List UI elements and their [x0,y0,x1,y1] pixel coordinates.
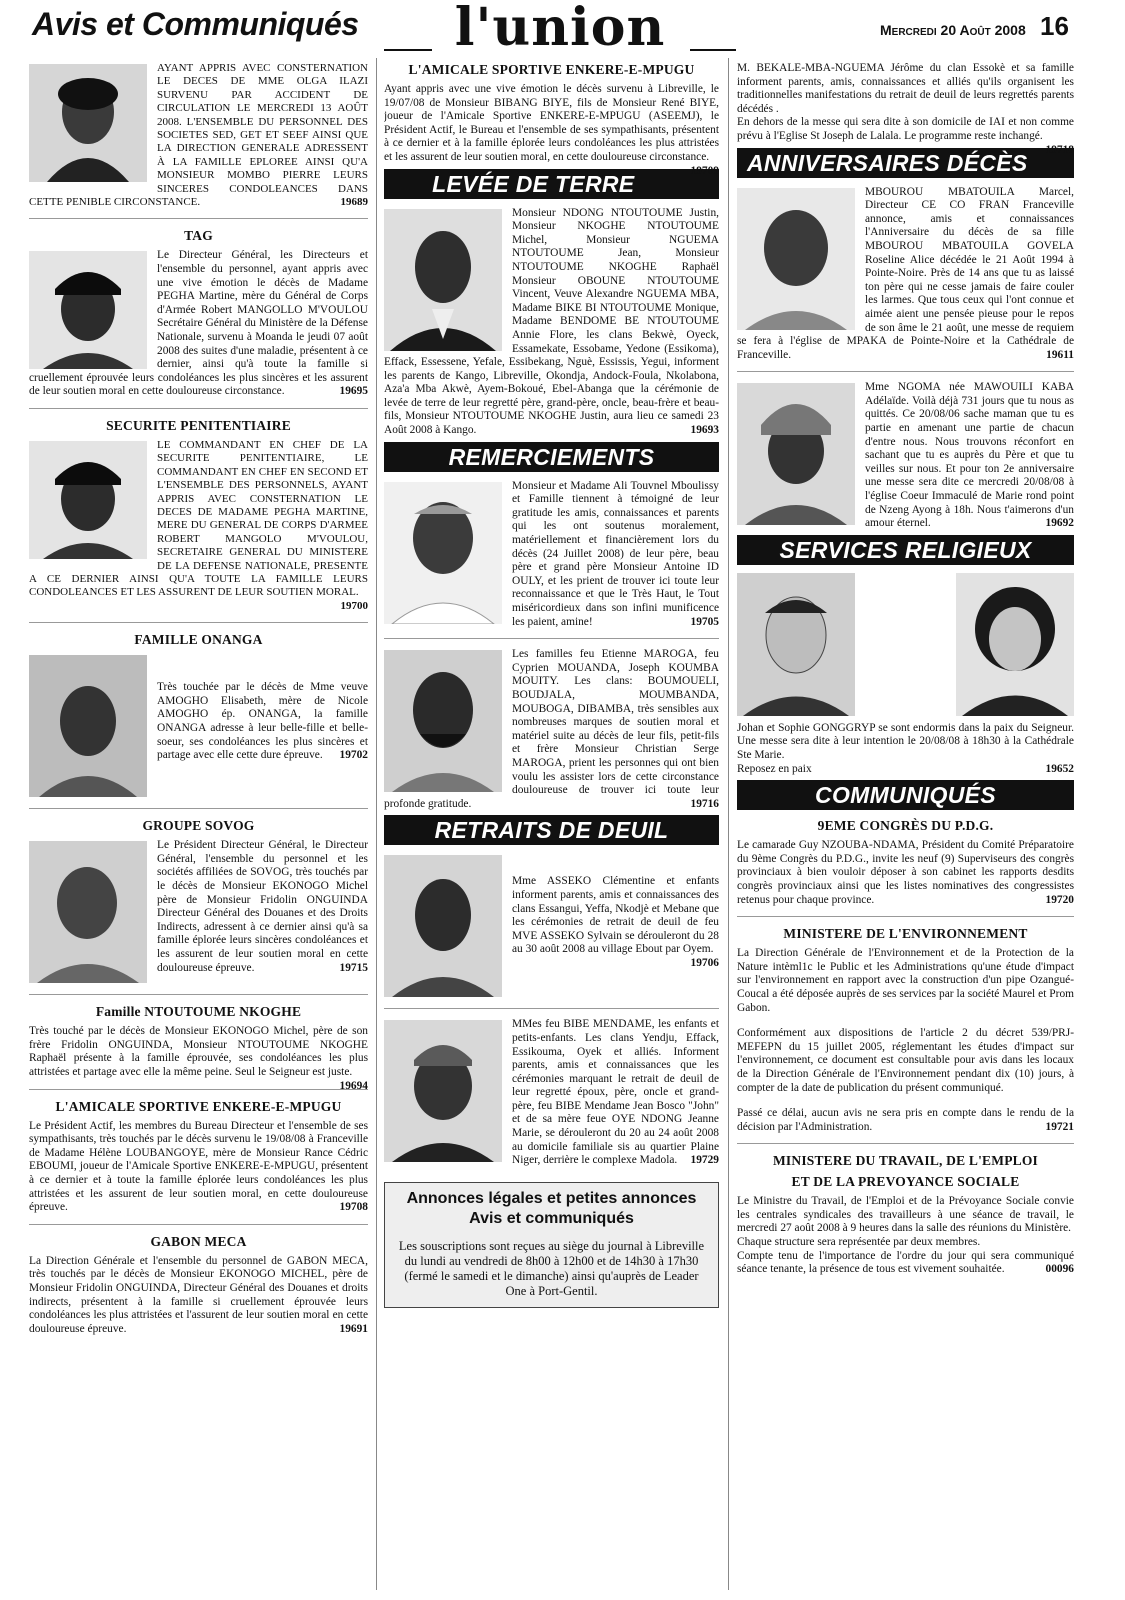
notice-ref: 19709 [690,164,719,177]
notice-title: TAG [184,228,213,244]
section-banner-levee-de-terre: LEVÉE DE TERRE [384,169,719,199]
notice-body-closing: Reposez en paix 19652 [737,762,1074,775]
notice-body: Johan et Sophie GONGGRYP se sont endormis dans la paix du Seigneur. Une messe sera dite à leur intention le 20/08/08 à 18h30 à la Cathédrale Ste Marie. [737,721,1074,761]
issue-date: Mercredi 20 Août 2008 [880,22,1026,38]
notice-ref: 19692 [1045,517,1074,530]
section-banner-remerciements: REMERCIEMENTS [384,442,719,472]
notice-ref: 19708 [339,1201,368,1214]
section-banner-services-religieux: SERVICES RELIGIEUX [737,535,1074,565]
notice-ref: 19611 [1046,348,1074,361]
notice-ref: 19695 [339,385,368,398]
notice-body-2: Conformément aux dispositions de l'article 2 du décret 539/PRJ-MEFEPN du 15 juillet 2005, réglementant les études d'impact sur l'environnement, ce document est consultable pour avis dans les locaux de la Direction Générale de l'Environnement pendant dix (10) jours, à compter de la date de publication du présent communiqué. [737,1027,1074,1094]
notice-ref: 19729 [690,1154,719,1167]
notice-body: Très touchée par le décès de Mme veuve AMOGHO Elisabeth, mère de Nicole AMOGHO ép. ONANGA, la famille ONANGA adresse à leur belle-fille et belle-soeur, ses condoléances les plus sincères et partage avec elle cette dure épreuve. 19702 [157,681,368,762]
separator [29,622,368,623]
notice-body: Monsieur et Madame Ali Touvnel Mboulissy et Famille tiennent à témoigné de leur gratitude les amis, connaissances et parents qui les ont soutenus moralement, matériellement et financièrement lors du décès (24 Juillet 2008) de leur père, beau père et grand père Monsieur Antoine ID OULY, et les prient de trouver ici toute leur reconnaissance et que le Très Haut, le Tout miséricordieux dans son infini munificence les paient, amine! 19705 [512,479,719,628]
notice-body: Le camarade Guy NZOUBA-NDAMA, Président du Comité Préparatoire du 9ème Congrès du P.D.G., invite les neuf (9) Superviseurs des congrès provinciaux à bien vouloir déposer à son cabinet les rapports desdits congrès provinciaux ainsi que les listes nominatives des congressistes retenus pour chaque province. 19720 [737,839,1074,906]
notice [384,648,719,811]
section-banner-retraits-de-deuil: RETRAITS DE DEUIL [384,815,719,845]
separator [29,808,368,809]
portrait-photo [384,855,502,997]
notice-title: FAMILLE ONANGA [134,632,263,648]
notice-ref: 19689 [340,196,368,209]
column-2 [384,62,719,1596]
notice-body: Le Ministre du Travail, de l'Emploi et de la Prévoyance Sociale convie les centrales syndicales des travailleurs à une séance de travail, le mercredi 27 août 2008 à 9 heures dans la salle des réunions du Ministère. [737,1195,1074,1235]
separator [384,638,719,639]
notice-ref: 19700 [340,599,368,612]
notice-title: GABON MECA [150,1233,247,1249]
box-title: Annonces légales et petites annonces [406,1189,697,1207]
notice-title: 9EME CONGRÈS DU P.D.G. [817,818,994,834]
notice-title: L'AMICALE SPORTIVE ENKERE-E-MPUGU [408,62,695,77]
notice-body: MMes feu BIBE MENDAME, les enfants et petits-enfants. Les clans Yendju, Effack, Essikouma, Oyek et alliés. Informent parents, amis et connaissances que les cérémonies marquant le retrait de deuil de leur regretté époux, père, oncle et grand-père, feu BIBE Mendame Jean Bosco "John" et de sa mère feue OYE NDONG Jeanne Marie, se dérouleront du 20 au 24 août 2008 au domicile familiale sis au quartier Plaine Niger, derrière le complexe Madola. 19729 [512,1018,719,1167]
notice-body: Ayant appris avec une vive émotion le décès survenu à Libreville, le 19/07/08 de Monsieur BIBANG BIYE, fils de Monsieur René BIYE, joueur de l'Amicale Sportive ENKERE-E-MPUGU (ASEEMJ), le Président Actif, le Bureau et l'ensemble de ses sympathisants, présentent à ce dernier et à la famille éplorée leurs condoléances les plus attristées et les assurent de leur soutien moral, en cette douloureuse circonstance. 19709 [384,83,719,177]
notice-title: GROUPE SOVOG [142,818,255,834]
notice [384,207,719,438]
portrait-photo [384,1020,502,1162]
notice [737,1153,1074,1277]
separator [737,1143,1074,1144]
notice [29,1004,368,1092]
notice-ref: 19715 [339,961,368,974]
portrait-photo [384,209,502,351]
notice-ref: 19705 [690,615,719,628]
portrait-photo [384,482,502,624]
separator [29,1224,368,1225]
notice-body: Mme ASSEKO Clémentine et enfants informent parents, amis et connaissances des clans Essangui, Yeffa, Nkodjè et Mebane que les cérémonies de retrait de deuil de feu MVE ASSEKO Sylvain se dérouleront du 28 au 30 août 2008 au village Ebout par Oyem. 19706 [512,875,719,969]
notice-body: LE COMMANDANT EN CHEF DE LA SECURITE PENITENTIAIRE, LE COMMANDANT EN CHEF EN SECOND ET L'ENSEMBLE DES PERSONNELS, AYANT APPRIS AVEC CONSTERNATION LE DECES DE MADAME PEGHA MARTINE, MERE DU GENERAL DE CORPS D'ARMEE ROBERT MANGOLO M'VOULOU, SECRETAIRE GENERAL DU MINISTERE DE LA DEFENSE NATIONALE, PRESENTE A CE DERNIER AINSI QU'A TOUTE LA FAMILLE LEURS CONDOLEANCES ET LES ASSURENT DE LEUR SOUTIEN MORAL. 19700 [29,439,368,612]
notice-ref: 00096 [1045,1263,1074,1276]
portrait-photo [737,188,855,330]
notice-title: L'AMICALE SPORTIVE ENKERE-E-MPUGU [55,1098,342,1114]
notice-body: Le Président Actif, les membres du Bureau Directeur et l'ensemble de ses sympathisants, très touchés par le décès survenu le 19/08/08 à Franceville de Madame Hélène LOUBANGOYE, mère de Monsieur Rance Cédric EBOUMI, joueur de l'Amicale Sportive ENKERE-E-MPUGU, présentent à ce dernier et à toute la famille éplorée leurs condoléances les plus attristées et les assurent de leur soutien moral, en cette douloureuse épreuve. 19708 [29,1119,368,1214]
notice [384,480,719,630]
separator [384,1008,719,1009]
notice-body: MBOUROU MBATOUILA Marcel, Directeur CE CO FRAN Franceville annonce, amis et connaissances l'Anniversaire du décès de sa fille MBOUROU MBATOUILA GOVELA Roseline Alice décédée le 21 Août 1994 à Pointe-Noire. Près de 14 ans que tu as laissé ton père qui ne cesse jamais de faire couler les larmes. Que tous ceux qui l'ont connue et aimée aient une pensée pieuse pour le repos de son âme le 21 août, une messe de requiem se fera à l'église de MPAKA de Pointe-Noire et la Cathédrale de Franceville. 19611 [737,185,1074,361]
notice-ref: 19702 [339,749,368,762]
notice-body: Mme NGOMA née MAWOUILI KABA Adélaïde. Voilà déjà 731 jours que tu nous as quittés. Ce 20/08/06 sache maman que tu es partie en amenant une partie de chacun d'entre nous. Nous trouvons réconfort en sachant que tu es auprès du Père et que tu veilles sur nous. Et pour ton 2e anniversaire une messe sera dite ce mercredi 20/08/08 à l'église Coeur Immaculé de Marie rond point de Nzeng Ayong à 18h. Nous t'aimerons d'un amour éternel. 19692 [865,381,1074,530]
notice [737,186,1074,363]
notice [384,62,719,177]
notice-body-2: Chaque structure sera représentée par deux membres. [737,1236,981,1249]
notice [29,62,368,209]
notice-body: Les familles feu Etienne MAROGA, feu Cyprien MOUANDA, Joseph KOUMBA MOUITY. Les clans: BOUMOUELI, BOUDJALA, MOUMBANDA, MOUBOGA, DIBAMBA, très sensibles aux nombreuses marques de soutien moral et matériel suite au décès de leur fils, petit-fils et frère Monsieur Christian Serge MAROGA, prient les personnes qui ont bien voulu les assister lors de cette circonstance douloureuse de trouver ici toute leur profonde gratitude. 19716 [384,648,719,810]
separator [737,916,1074,917]
newspaper-logo: l'union [454,0,666,58]
section-banner-anniversaires-deces: ANNIVERSAIRES DÉCÈS [737,148,1074,178]
box-subtitle: Avis et communiqués [469,1209,634,1227]
column-divider [728,58,729,1590]
notice-ref: 19716 [690,797,719,810]
portrait-photo [29,841,147,983]
notice-body: M. BEKALE-MBA-NGUEMA Jérôme du clan Essokè et sa famille informent parents, amis, connaissances et alliés qu'ils organisent les traditionnelles manifestations du retrait de deuil de leurs regrettés parents décédés . En dehors de la messe qui sera dite à son domicile de IAI et non comme prévu à l'Eglise St Joseph de Lalala. Le programme reste inchangé. 19718 [737,62,1074,156]
header-rule-right [690,49,736,51]
section-banner-communiques: COMMUNIQUÉS [737,780,1074,810]
notice-title-2: ET DE LA PREVOYANCE SOCIALE [791,1174,1020,1190]
notice-ref: 19718 [1045,143,1074,156]
photo-pair [737,573,1074,716]
notice-body: Monsieur NDONG NTOUTOUME Justin, Monsieur NKOGHE NTOUTOUME Michel, Monsieur NGUEMA NTOUTOUME Jean, Monsieur NTOUTOUME NKOGHE Raphaël Monsieur OBOUNE NTOUTOUME Vincent, Veuve Alexandre NGUEMA MBA, Madame BIKE BI NTOUTOUME Monique, Madame BENDOME BE NTOUTOUME Annie Flore, les clans Bekwè, Oyeck, Essamekate, Essobame, Yedone (Essikoma), Effack, Essessene, Yefale, Essibekang, Nguè, Essissis, Yegui, informent les parents de Kango, Libreville, Okondja, Andock-Foula, Nkolabona, Aza'a Mba Akwè, Ayem-Bokoué, Ebel-Abanga que la cérémonie de levée de terre de leur regretté père, grand-père, oncle, beau-frère et beau-fils, Monsieur NTOUTOUME NKOGHE Justin, aura lieu ce samedi 23 Août 2008 à Kango. 19693 [384,206,719,437]
portrait-photo [29,655,147,797]
notice [737,926,1074,1134]
notice [29,1099,368,1215]
section-title: Avis et Communiqués [32,6,359,42]
notice-body: Le Directeur Général, les Directeurs et l'ensemble du personnel, ayant appris avec une vive émotion le décès de Madame PEGHA Martine, mère du Général de Corps d'Armée Robert MANGOLLO M'VOULOU Secrétaire Général du Ministère de la Défense Nationale, survenu à Moanda le jeudi 07 août 2008 des suites d'une maladie, présentent à ce dernier, ainsi qu'à toute la famille si cruellement éprouvée leurs condoléances les plus sincères et les assurent de leur soutien moral en cette douloureuse circonstance. 19695 [29,249,368,398]
notice [29,1234,368,1337]
notice [737,573,1074,776]
notice [384,853,719,999]
notice-ref: 19694 [339,1079,368,1092]
column-3 [737,62,1074,1596]
notice [29,418,368,613]
notice-body: AYANT APPRIS AVEC CONSTERNATION LE DECES DE MME OLGA ILAZI SURVENU PAR ACCIDENT DE CIRCULATION LE MERCREDI 13 AOÛT 2008. L'ENSEMBLE DU PERSONNEL DES SOCIETES SED, GET ET SEEF AINSI QUE LA DIRECTION GENERALE ADRESSENT À LA FAMILLE EPLOREE AINSI QU'A MONSIEUR MOMBO PIERRE LEURS SINCERES CONDOLEANCES DANS CETTE PENIBLE CIRCONSTANCE. 19689 [29,62,368,209]
separator [29,994,368,995]
notice [737,381,1074,531]
notice-body: Très touché par le décès de Monsieur EKONOGO Michel, père de son frère Fridolin ONGUINDA, Monsieur NTOUTOUME NKOGHE Raphaël présente à la famille éprouvée, ses condoléances les plus attristées et partage avec elle la même peine. Seul le Seigneur est juste. 19694 [29,1025,368,1092]
separator [29,408,368,409]
notice [737,62,1074,156]
notice-title: MINISTERE DU TRAVAIL, DE L'EMPLOI [772,1153,1039,1169]
notice-body-3: Passé ce délai, aucun avis ne sera pris en compte dans le rendu de la décision par l'Administration. 19721 [737,1107,1074,1133]
notice-ref: 19693 [690,424,719,437]
portrait-photo [384,650,502,792]
notice [737,818,1074,907]
classifieds-info-box [384,1182,719,1308]
page-number: 16 [1040,11,1069,41]
notice-title: MINISTERE DE L'ENVIRONNEMENT [783,926,1028,942]
separator [737,371,1074,372]
header-rule-left [384,49,432,51]
notice-ref: 19706 [690,956,719,969]
notice-ref: 19720 [1045,893,1074,906]
column-1 [29,62,368,1596]
notice [29,228,368,399]
notice [29,632,368,799]
notice-body: La Direction Générale et l'ensemble du personnel de GABON MECA, très touchés par le décès de Monsieur EKONOGO MICHEL, père de Monsieur Fridolin ONGUINDA, Directeur Général des Douanes et droits indirects, présentent à la famille si cruellement éprouvée leurs condoléances les plus attristées et l'assurent de leur soutien moral en cette douloureuse épreuve. 19691 [29,1254,368,1335]
portrait-photo-sophie [956,573,1074,716]
portrait-photo [737,383,855,525]
portrait-photo [29,64,147,182]
notice-ref: 19691 [339,1322,368,1335]
separator [29,1089,368,1090]
notice-title: SECURITE PENITENTIAIRE [106,418,291,433]
separator [29,218,368,219]
notice-ref: 19652 [1045,762,1074,775]
notice-title: Famille NTOUTOUME NKOGHE [95,1004,302,1020]
box-body: Les souscriptions sont reçues au siège du journal à Libreville du lundi au vendredi de 8h00 à 12h00 et de 14h30 à 17h30 (fermé le samedi et le dimanche) ainsi qu'auprès de Leader One à Port-Gentil. [398,1238,705,1298]
notice-ref: 19721 [1045,1120,1074,1133]
portrait-photo [29,441,147,559]
notice-body: Le Président Directeur Général, le Directeur Général, l'ensemble du personnel et les sociétés affiliées de SOVOG, très touchés par le décès de Monsieur EKONOGO Michel père de Monsieur Fridolin ONGUINDA Directeur Général des Douanes et des Droits Indirects, adressent à ce dernier ainsi qu'à sa famille éplorée leurs sincères condoléances et les assurent de leur soutien moral en cette douloureuse épreuve. 19715 [157,839,368,974]
notice [29,818,368,985]
column-divider [376,58,377,1590]
notice [384,1018,719,1168]
notice-body-3: Compte tenu de l'importance de l'ordre du jour qui sera communiqué séance tenante, la présence de tous est vivement souhaitée. 00096 [737,1249,1074,1276]
portrait-photo-johan [737,573,855,716]
notice-body: La Direction Générale de l'Environnement et de la Protection de la Nature intèml1c le Public et les Administrations qu'une étude d'impact sur l'environnement en rapport avec la construction d'un pipe Ozangué-Coucal a été déposée auprès de ses services par la société Maurel et Prom Gabon. [737,947,1074,1014]
portrait-photo [29,251,147,369]
